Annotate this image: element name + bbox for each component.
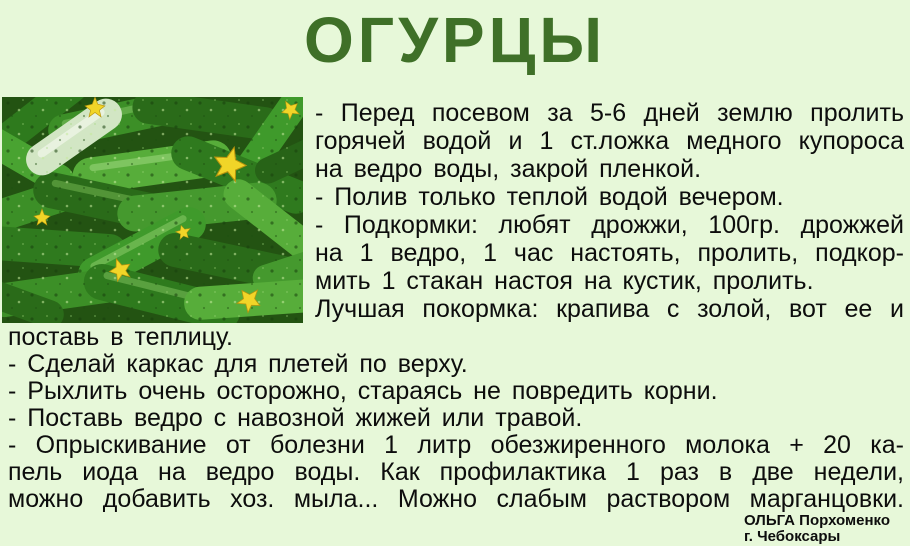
tip-line: Лучшая покормка: крапива с золой, вот ее и xyxy=(315,295,904,323)
tip-line: на ведро воды, закрой пленкой. xyxy=(315,155,702,183)
tips-right-column xyxy=(315,99,904,323)
credit-city: г. Чебоксары xyxy=(744,528,841,545)
tip-line: - Сделай каркас для плетей по верху. xyxy=(8,350,468,378)
tip-line: - Рыхлить очень осторожно, стараясь не повредить корни. xyxy=(8,377,718,405)
tip-line: на 1 ведро, 1 час настоять, пролить, подкор- xyxy=(315,239,904,267)
tip-line: - Полив только теплой водой вечером. xyxy=(315,183,784,211)
tip-line: - Подкормки: любят дрожжи, 100гр. дрожжей xyxy=(315,211,904,239)
top-section xyxy=(0,97,910,323)
author-credit xyxy=(744,513,890,545)
tip-line: поставь в теплицу. xyxy=(8,323,233,351)
tip-line: горячей водой и 1 ст.ложка медного купороса xyxy=(315,127,904,155)
tip-line: мить 1 стакан настоя на кустик, пролить. xyxy=(315,267,814,295)
tip-line: пель иода на ведро воды. Как профилактика 1 раз в две недели, xyxy=(8,458,904,486)
tips-bottom-section xyxy=(0,324,910,513)
tip-line: - Перед посевом за 5-6 дней землю пролить xyxy=(315,99,904,127)
tip-line: - Поставь ведро с навозной жижей или травой. xyxy=(8,404,583,432)
tip-line: можно добавить хоз. мыла... Можно слабым раствором марганцовки. xyxy=(8,485,904,513)
tip-line: - Опрыскивание от болезни 1 литр обезжиренного молока + 20 ка- xyxy=(8,431,904,459)
cucumbers-photo xyxy=(2,97,303,323)
credit-name: ОЛЬГА Порхоменко xyxy=(744,512,890,529)
page-title: ОГУРЦЫ xyxy=(304,4,606,76)
